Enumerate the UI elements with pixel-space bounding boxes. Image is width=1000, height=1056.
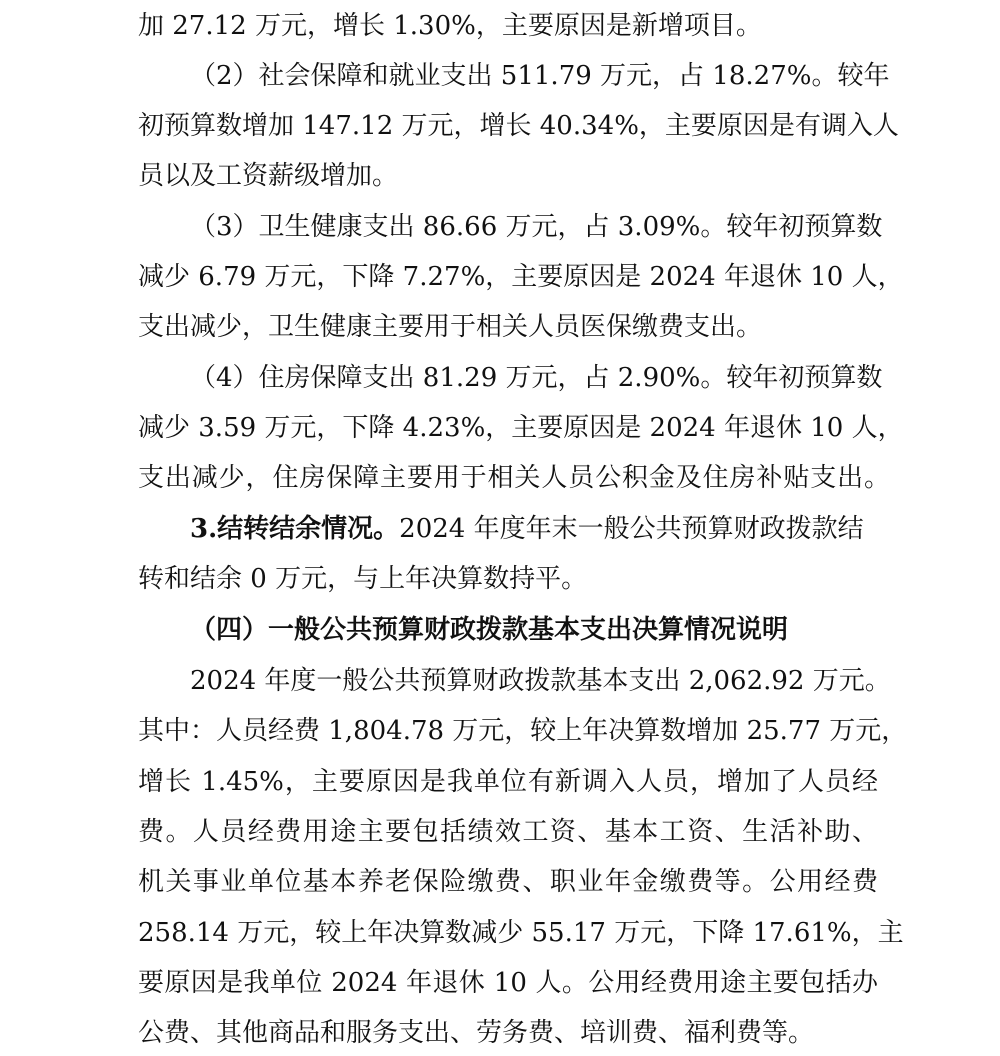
text-line: 费。人员经费用途主要包括绩效工资、基本工资、生活补助、	[138, 817, 878, 847]
text-line: 支出减少，卫生健康主要用于相关人员医保缴费支出。	[138, 312, 763, 342]
text-line: 其中：人员经费 1,804.78 万元，较上年决算数增加 25.77 万元，	[138, 716, 908, 746]
text-line: 加 27.12 万元，增长 1.30%，主要原因是新增项目。	[138, 11, 762, 41]
text-line: 减少 6.79 万元，下降 7.27%，主要原因是 2024 年退休 10 人，	[138, 262, 904, 292]
text-line: 初预算数增加 147.12 万元，增长 40.34%，主要原因是有调入人	[138, 111, 899, 141]
text-line: （2）社会保障和就业支出 511.79 万元，占 18.27%。较年	[190, 61, 890, 91]
text-line: 要原因是我单位 2024 年退休 10 人。公用经费用途主要包括办	[138, 968, 878, 998]
text-line	[190, 514, 878, 544]
section-label: 3.结转结余情况。	[190, 514, 400, 544]
text-line: 员以及工资薪级增加。	[138, 161, 399, 191]
text-line: 2024 年度一般公共预算财政拨款基本支出 2,062.92 万元。	[190, 666, 891, 696]
text-line: 减少 3.59 万元，下降 4.23%，主要原因是 2024 年退休 10 人，	[138, 413, 904, 443]
text-line: 增长 1.45%，主要原因是我单位有新调入人员，增加了人员经	[138, 767, 878, 797]
section-text: 2024 年度年末一般公共预算财政拨款结	[399, 514, 864, 544]
text-line: 支出减少，住房保障主要用于相关人员公积金及住房补贴支出。	[138, 463, 890, 493]
text-line: 公费、其他商品和服务支出、劳务费、培训费、福利费等。	[138, 1018, 815, 1048]
text-line: （4）住房保障支出 81.29 万元，占 2.90%。较年初预算数	[190, 363, 883, 393]
text-line: （3）卫生健康支出 86.66 万元，占 3.09%。较年初预算数	[190, 212, 883, 242]
text-line: 机关事业单位基本养老保险缴费、职业年金缴费等。公用经费	[138, 867, 878, 897]
text-line: 258.14 万元，较上年决算数减少 55.17 万元，下降 17.61%，主	[138, 918, 904, 948]
section-heading: （四）一般公共预算财政拨款基本支出决算情况说明	[190, 615, 789, 645]
text-line: 转和结余 0 万元，与上年决算数持平。	[138, 564, 588, 594]
